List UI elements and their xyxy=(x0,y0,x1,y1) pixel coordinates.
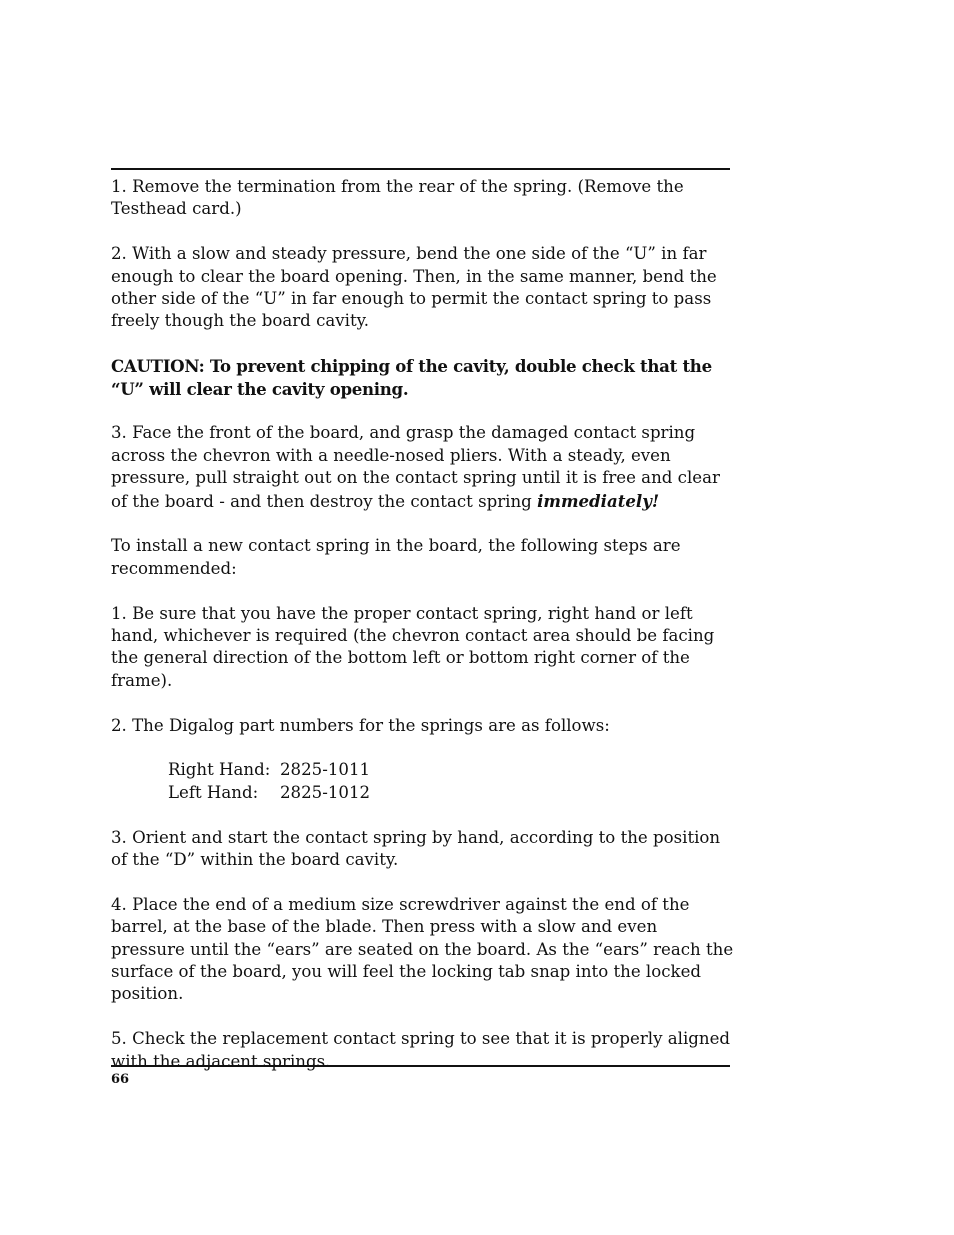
removal-step-3-emphasis: immediately! xyxy=(537,490,660,511)
removal-step-2: 2. With a slow and steady pressure, bend the one side of the “U” in far enough to clear the board opening. Then, in the same manner, bend the other side of the “U” in far enough to permit the contact spring to pass freely though the board cavity. xyxy=(111,244,717,331)
bottom-rule xyxy=(111,1065,730,1067)
removal-step-3-text: 3. Face the front of the board, and grasp the damaged contact spring across the chevron with a needle-nosed pliers. With a steady, even pressure, pull straight out on the contact spring until it is free and clear of the board - and then destroy the contact spring xyxy=(111,423,720,511)
part-number: 2825-1012 xyxy=(280,782,371,802)
install-step-3: 3. Orient and start the contact spring by hand, according to the position of the “D” within the board cavity. xyxy=(111,827,721,870)
install-step-2: 2. The Digalog part numbers for the springs are as follows: xyxy=(111,715,610,735)
part-numbers-list xyxy=(168,759,736,804)
removal-step-3 xyxy=(111,422,736,513)
part-label: Left Hand: xyxy=(168,782,259,802)
removal-step-1: 1. Remove the termination from the rear of the spring. (Remove the Testhead card.) xyxy=(111,177,684,219)
page-number: 66 xyxy=(111,1072,130,1087)
install-step-1: 1. Be sure that you have the proper contact spring, right hand or left hand, whichever is required (the chevron contact area should be facing the general direction of the bottom left or bottom right corner of the frame). xyxy=(111,603,715,690)
install-intro: To install a new contact spring in the board, the following steps are recommended: xyxy=(111,536,681,578)
part-number-row xyxy=(168,782,736,804)
top-rule xyxy=(111,168,730,170)
caution-note: CAUTION: To prevent chipping of the cavity, double check that the “U” will clear the cavity opening. xyxy=(111,356,712,399)
part-number-row xyxy=(168,759,736,781)
install-step-5: 5. Check the replacement contact spring to see that it is properly aligned with the adjacent springs. xyxy=(111,1029,731,1071)
part-number: 2825-1011 xyxy=(280,760,371,780)
part-label: Right Hand: xyxy=(168,760,271,780)
install-step-4: 4. Place the end of a medium size screwdriver against the end of the barrel, at the base of the blade. Then press with a slow and even pressure until the “ears” are seated on the board. As the “ears” reach the surface of the board, you will feel the locking tab snap into the locked position. xyxy=(111,894,734,1004)
page-body xyxy=(111,176,736,1095)
